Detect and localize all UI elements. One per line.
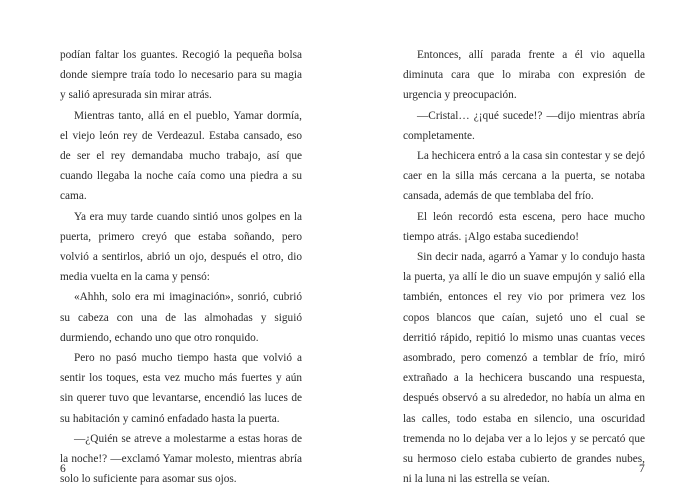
paragraph: Pero no pasó mucho tiempo hasta que volvió a sentir los toques, esta vez mucho más fuertes y aún sin querer tuvo que levantarse, encendió las luces de su habitación y caminó enfadado hasta la puerta. bbox=[60, 352, 302, 425]
paragraph: El león recordó esta escena, pero hace mucho tiempo atrás. ¡Algo estaba sucediendo! bbox=[403, 210, 645, 243]
page-number-left: 6 bbox=[60, 463, 66, 475]
paragraph: podían faltar los guantes. Recogió la pequeña bolsa donde siempre traía todo lo necesario para su magia y salió apresurada sin mirar atrás. bbox=[60, 49, 302, 102]
paragraph: —¿Quién se atreve a molestarme a estas horas de la noche!? —exclamó Yamar molesto, mientras abría solo lo suficiente para asomar sus ojos. bbox=[60, 432, 302, 486]
paragraph: La hechicera entró a la casa sin contestar y se dejó caer en la silla más cercana a la puerta, se notaba cansada, además de que temblaba del frío. bbox=[403, 150, 645, 203]
left-page-text bbox=[60, 45, 302, 489]
paragraph: —Cristal… ¿¡qué sucede!? —dijo mientras abría completamente. bbox=[403, 109, 645, 142]
paragraph: «Ahhh, solo era mi imaginación», sonrió, cubrió su cabeza con una de las almohadas y siguió durmiendo, echando uno que otro ronquido. bbox=[60, 291, 302, 344]
right-page bbox=[350, 0, 700, 500]
paragraph: Sin decir nada, agarró a Yamar y lo condujo hasta la puerta, ya allí le dio un suave empujón y salió ella también, entonces el rey vio por primera vez los copos blancos que caían, sujetó uno el cual se derritió rápido, repitió lo mismo unas cuantas veces asombrado, pero comenzó a temblar de frío, miró extrañado a la hechicera buscando una respuesta, después observó a su alrededor, no había un alma en las calles, todo estaba en silencio, una oscuridad tremenda no lo dejaba ver a lo lejos y se percató que su hermoso cielo estaba cubierto de grandes nubes, ni la luna ni las estrella se veían. bbox=[403, 251, 645, 486]
page-number-right: 7 bbox=[639, 463, 645, 475]
paragraph: Ya era muy tarde cuando sintió unos golpes en la puerta, primero creyó que estaba soñando, pero volvió a sentirlos, abrió un ojo, después el otro, dio media vuelta en la cama y pensó: bbox=[60, 210, 302, 284]
paragraph: Mientras tanto, allá en el pueblo, Yamar dormía, el viejo león rey de Verdeazul. Estaba cansado, eso de ser el rey demandaba mucho trabajo, así que cuando llegaba la noche caía como una piedra a su cama. bbox=[60, 109, 302, 203]
right-page-text bbox=[403, 45, 645, 489]
paragraph: Entonces, allí parada frente a él vio aquella diminuta cara que lo miraba con expresión de urgencia y preocupación. bbox=[403, 49, 645, 102]
